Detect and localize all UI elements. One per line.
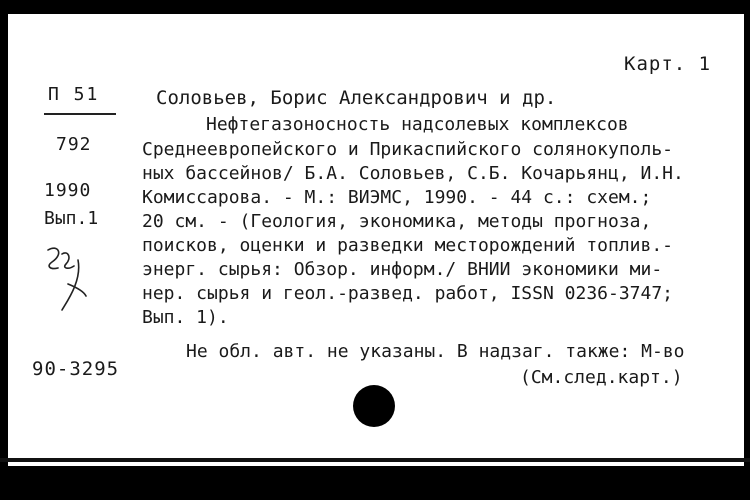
description-line: энерг. сырья: Обзор. информ./ ВНИИ экономики ми- (142, 259, 663, 280)
index-code: П 51 (48, 84, 100, 105)
scan-border-line (0, 458, 750, 462)
scan-border-right (744, 0, 750, 500)
description-line: ных бассейнов/ Б.А. Соловьев, С.Б. Кочарьянц, И.Н. (142, 163, 684, 184)
scan-border-left (0, 0, 8, 500)
description-line: нер. сырья и геол.-развед. работ, ISSN 0236-3747; (142, 283, 674, 304)
description-line: Вып. 1). (142, 307, 229, 328)
card-number: Карт. 1 (624, 53, 712, 75)
scan-border-bottom (0, 466, 750, 500)
year: 1990 (44, 180, 92, 201)
scan-border-top (0, 0, 750, 14)
index-divider (44, 113, 116, 115)
description-line: Комиссарова. - М.: ВИЭМС, 1990. - 44 с.: схем.; (142, 187, 652, 208)
registration-number: 90-3295 (32, 358, 120, 380)
description-line: Среднеевропейского и Прикаспийского солянокуполь- (142, 139, 674, 160)
description-line: Нефтегазоносность надсолевых комплексов (206, 114, 629, 135)
note-line: Не обл. авт. не указаны. В надзаг. также: М-во (186, 341, 685, 362)
description-line: поисков, оценки и разведки месторождений топлив.- (142, 235, 674, 256)
description-line: 20 см. - (Геология, экономика, методы прогноза, (142, 211, 652, 232)
punch-hole (353, 385, 395, 427)
issue: Вып.1 (44, 208, 99, 229)
handwritten-mark (38, 240, 92, 316)
author-heading: Соловьев, Борис Александрович и др. (156, 87, 557, 109)
call-number: 792 (56, 134, 92, 155)
continued-marker: (См.след.карт.) (520, 367, 683, 388)
